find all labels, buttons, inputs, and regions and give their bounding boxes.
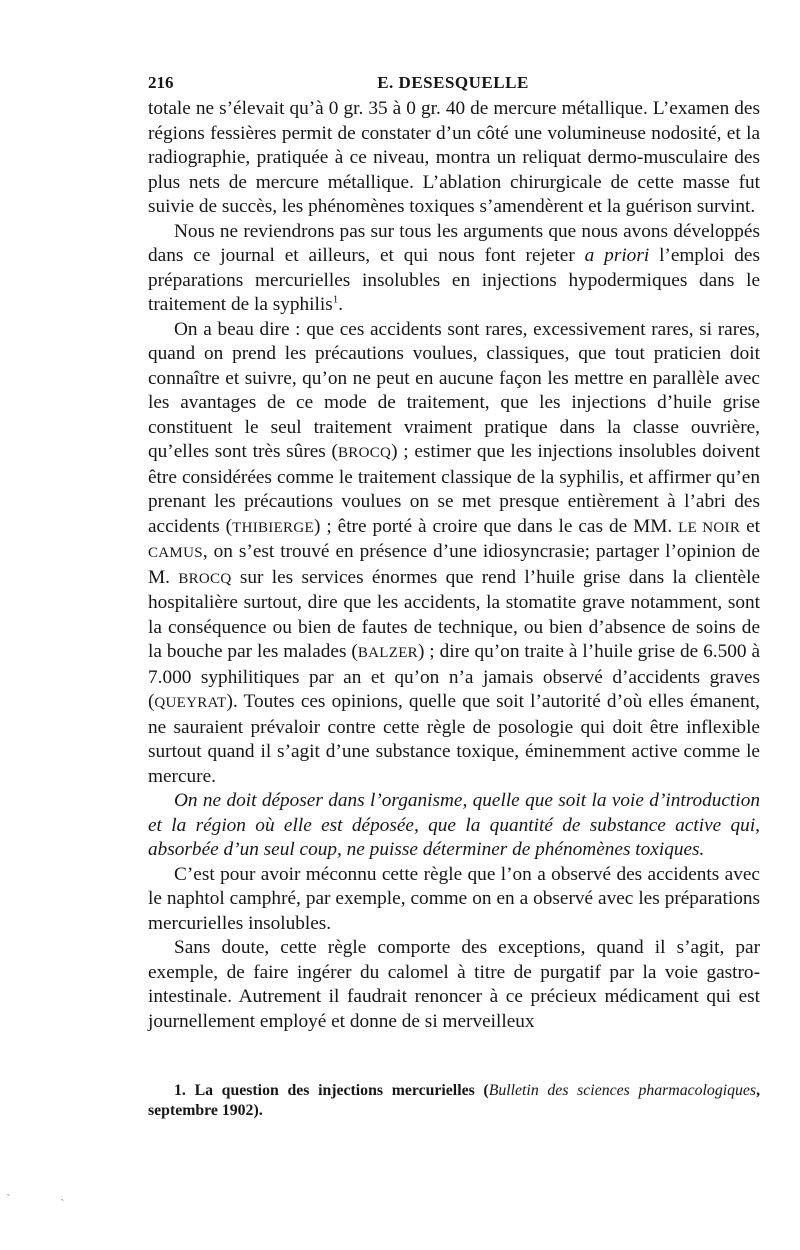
scan-speck: ˎ — [60, 1187, 65, 1202]
author-name: THIBIERGE — [232, 519, 314, 536]
text-run: Nous ne reviendrons pas sur tous les arguments que nous avons développés dans ce journal et ailleurs, et qui nous font rejeter — [148, 220, 760, 266]
footnote-number: 1. — [174, 1082, 186, 1099]
paragraph-2 — [148, 220, 760, 318]
author-name: LE NOIR — [678, 519, 741, 536]
text-run: , on s’est trouvé en présence d’une idiosyncrasie; partager l’opinion de M. — [148, 541, 760, 588]
text-run: et — [746, 515, 760, 537]
text-run: ) ; dire qu’on traite à l’huile grise de 6.500 à 7.000 syphilitiques par an et qu’on n’a jamais observé d’accidents graves ( — [148, 641, 761, 712]
footnote-reference: 1 — [332, 293, 339, 306]
page-number: 216 — [148, 73, 174, 92]
author-name: CAMUS — [148, 545, 203, 561]
text-run: l’emploi des préparations mercurielles insolubles en injections hypodermiques dans le traitement de la syphilis — [148, 245, 760, 315]
text-run: . — [338, 294, 344, 315]
author-name: BROCQ — [337, 445, 392, 461]
page-header — [148, 73, 758, 95]
text-run: sur les services énormes que rend l’huile grise dans la clientèle hospitalière surtout, dire que les accidents, la stomatite grave notamment, sont la conséquence ou bien de fautes de technique, ou bien d’absence de soins de la bouche par les malades ( — [148, 566, 761, 662]
italic-text: a priori — [584, 245, 650, 266]
footnote-citation: Bulletin des sciences pharmacologiques — [488, 1082, 757, 1099]
scan-speck: ˎ — [6, 1182, 11, 1197]
text-run: ) ; estimer que les injections insolubles doivent être considérées comme le traitement classique de la syphilis, et affirmer qu’en prenant les précautions voulues on se met presque entièrement à l’abri des accidents ( — [148, 441, 760, 537]
footnote — [148, 1081, 760, 1121]
author-name: QUEYRAT — [154, 695, 227, 711]
author-name: BALZER — [357, 645, 418, 661]
italic-text: On ne doit déposer dans l’organisme, quelle que soit la voie d’introduction et la région où elle est déposée, que la quantité de substance active qui, absorbée d’un seul coup, ne puisse déterminer de phénomènes toxiques. — [148, 790, 760, 860]
footnote-text-end: , septembre 1902). — [148, 1082, 761, 1119]
paragraph-1: totale ne s’élevait qu’à 0 gr. 35 à 0 gr. 40 de mercure métallique. L’examen des régions fessières permit de constater d’un côté une volumineuse nodosité, et la radiographie, pratiquée à ce niveau, montra un reliquat dermo-musculaire des plus nets de mercure métallique. L’ablation chirurgicale de cette masse fut suivie de succès, les phénomènes toxiques s’amendèrent et la guérison survint. — [148, 98, 760, 217]
text-run: ) ; être porté à croire que dans le cas de MM. — [313, 515, 673, 537]
text-run: ). Toutes ces opinions, quelle que soit l’autorité d’où elles émanent, ne sauraient prévaloir contre cette règle de posologie qui doit être inflexible surtout quand il s’agit d’une substance toxique, éminemment active comme le mercure. — [148, 691, 760, 787]
running-head-author: E. DESESQUELLE — [377, 73, 529, 92]
paragraph-5: C’est pour avoir méconnu cette règle que l’on a observé des accidents avec le naphtol camphré, par exemple, comme on en a observé avec les préparations mercurielles insolubles. — [148, 863, 760, 934]
author-name: BROCQ — [178, 570, 232, 587]
footnote-text: La question des injections mercurielles ( — [194, 1082, 489, 1099]
paragraph-6: Sans doute, cette règle comporte des exceptions, quand il s’agit, par exemple, de faire ingérer du calomel à titre de purgatif par la voie gastro-intestinale. Autrement il faudrait renoncer à ce précieux médicament qui est journellement employé et donne de si merveilleux — [148, 937, 760, 1032]
body-text — [148, 97, 760, 1034]
text-run: On a beau dire : que ces accidents sont rares, excessivement rares, si rares, quand on prend les précautions voulues, classiques, que tout praticien doit connaître et suivre, qu’on ne peut en aucune façon les mettre en parallèle avec les avantages de ce mode de traitement, que les injections d’huile grise constituent le seul traitement vraiment pratique dans la classe ouvrière, qu’elles sont très sûres ( — [148, 318, 760, 462]
paragraph-3 — [148, 318, 760, 790]
paragraph-4-italic-rule — [148, 789, 760, 863]
